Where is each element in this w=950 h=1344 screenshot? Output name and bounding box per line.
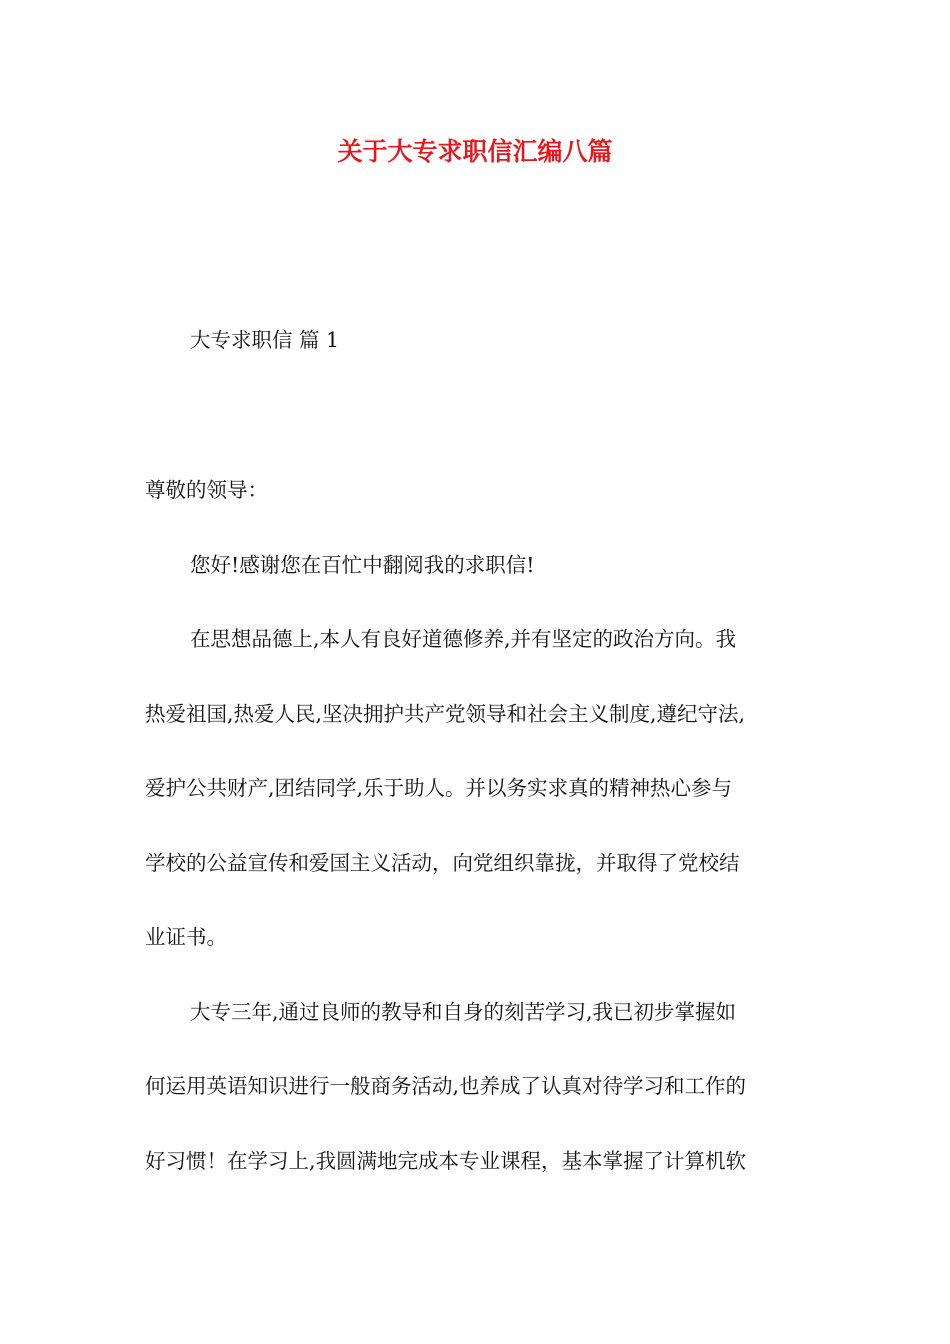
- document-title: 关于大专求职信汇编八篇: [337, 137, 613, 166]
- body-line: 大专三年,通过良师的教导和自身的刻苦学习,我已初步掌握如: [190, 1000, 737, 1024]
- body-line: 在思想品德上,本人有良好道德修养,并有坚定的政治方向。我: [190, 627, 737, 651]
- body-line: 好习惯！在学习上,我圆满地完成本专业课程，基本掌握了计算机软: [145, 1149, 747, 1173]
- body-line: 爱护公共财产,团结同学,乐于助人。并以务实求真的精神热心参与: [145, 776, 733, 800]
- salutation: 尊敬的领导：: [145, 478, 268, 502]
- body-line: 学校的公益宣传和爱国主义活动，向党组织靠拢，并取得了党校结: [145, 851, 740, 875]
- body-line: 业证书。: [145, 925, 227, 949]
- section-heading: 大专求职信 篇 1: [190, 328, 340, 352]
- body-line: 何运用英语知识进行一般商务活动,也养成了认真对待学习和工作的: [145, 1074, 747, 1098]
- body-line: 您好!感谢您在百忙中翻阅我的求职信!: [190, 553, 535, 577]
- body-line: 热爱祖国,热爱人民,坚决拥护共产党领导和社会主义制度,遵纪守法,: [145, 702, 746, 726]
